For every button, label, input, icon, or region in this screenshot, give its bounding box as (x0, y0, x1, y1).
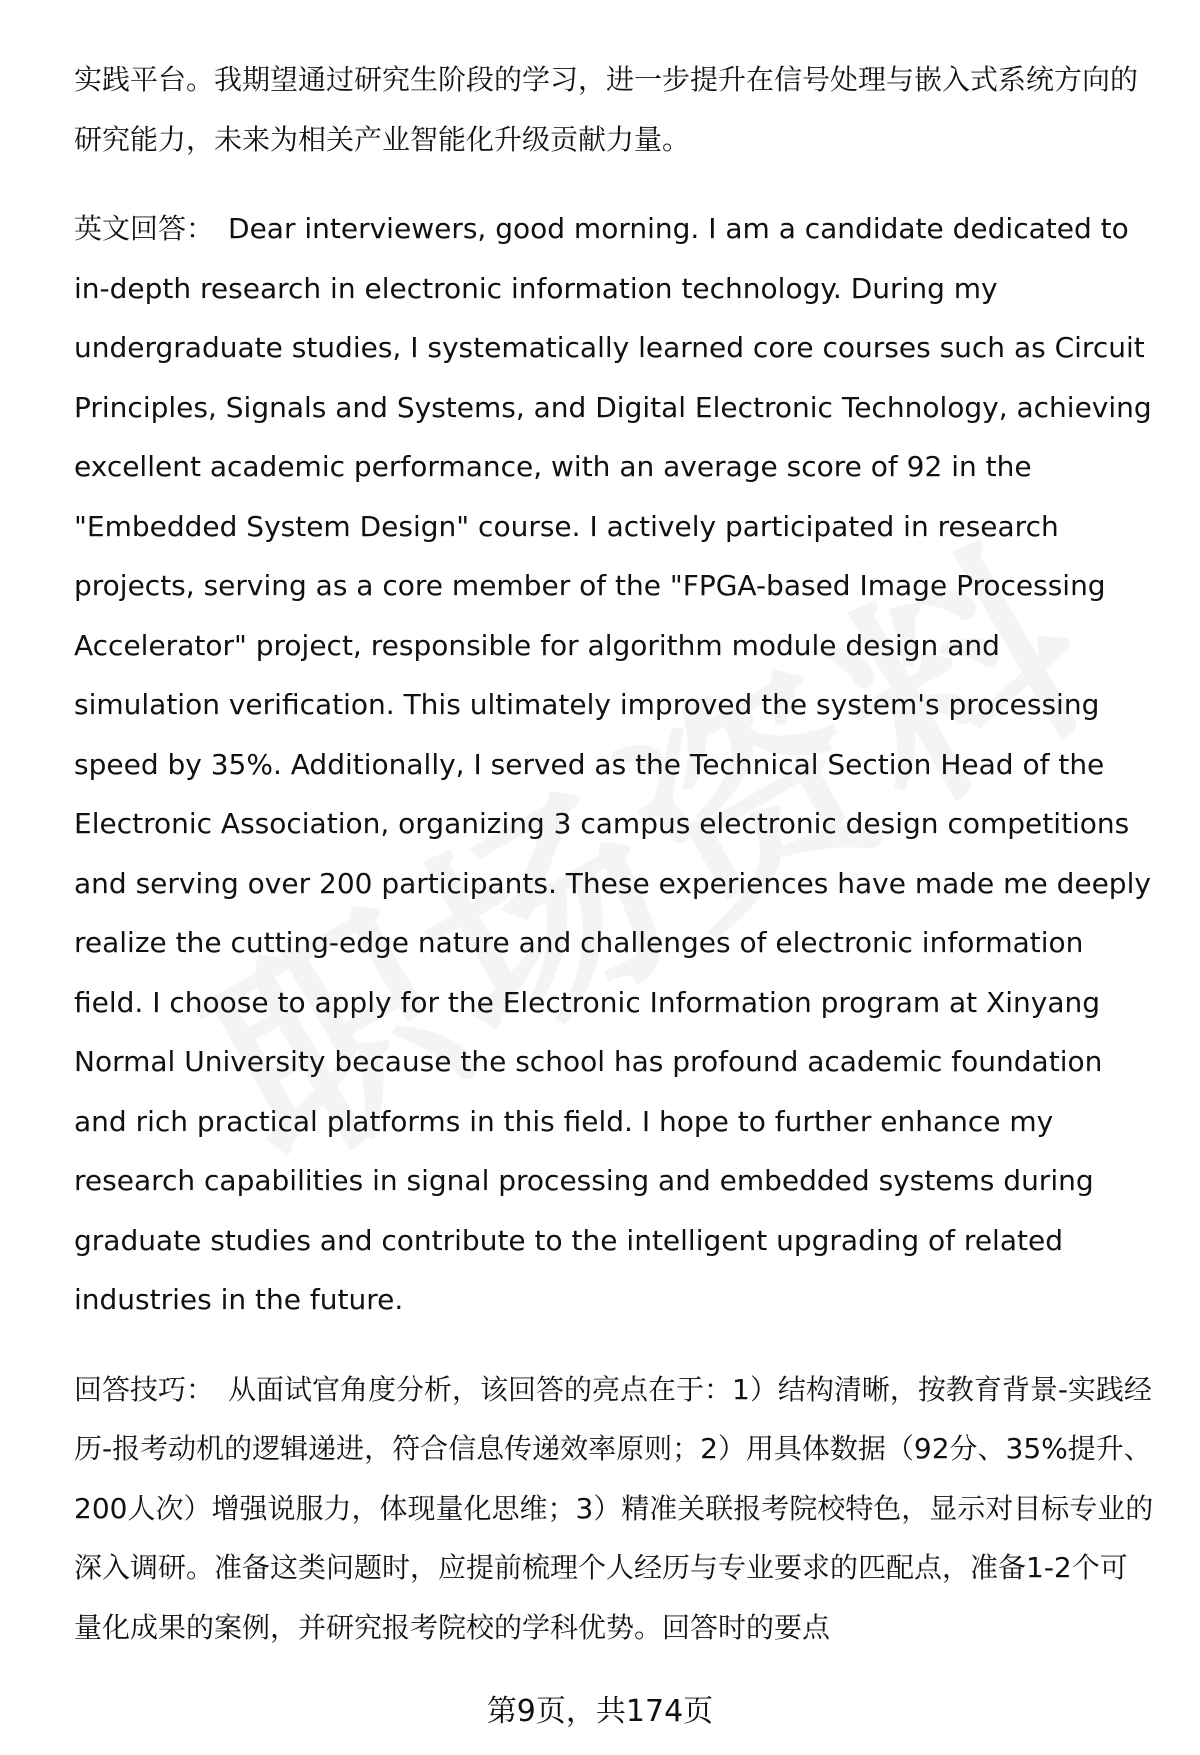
answer-tips-text: 从面试官角度分析，该回答的亮点在于：1）结构清晰，按教育背景-实践经历-报考动机的逻辑递进，符合信息传递效率原则；2）用具体数据（92分、35%提升、200人次）增强说服力，体现量化思维；3）精准关联报考院校特色，显示对目标专业的深入调研。准备这类问题时，应提前梳理个人经历与专业要求的匹配点，准备1-2个可量化成果的案例，并研究报考院校的学科优势。回答时的要点 (74, 1372, 1154, 1644)
document-page (74, 50, 1161, 1657)
english-answer-paragraph (74, 199, 1161, 1330)
english-answer-label: 英文回答： (74, 212, 215, 245)
paragraph-cn-top: 实践平台。我期望通过研究生阶段的学习，进一步提升在信号处理与嵌入式系统方向的研究能力，未来为相关产业智能化升级贡献力量。 (74, 63, 1139, 156)
answer-tips-paragraph (74, 1360, 1154, 1658)
page-number-footer: 第9页，共174页 (486, 1694, 714, 1729)
answer-tips-label: 回答技巧： (74, 1372, 215, 1406)
english-answer-text: Dear interviewers, good morning. I am a candidate dedicated to in-depth research in electronic information technology. During my undergraduate studies, I systematically learned core courses such as Circuit Principles, Signals and Systems, and Digital Electronic Technology, achieving excellent academic performance, with an average score of 92 in the "Embedded System Design" course. I actively participated in research projects, serving as a core member of the "FPGA-based Image Processing Accelerator" project, responsible for algorithm module design and simulation verification. This ultimately improved the system's processing speed by 35%. Additionally, I served as the Technical Section Head of the Electronic Association, organizing 3 campus electronic design competitions and serving over 200 participants. These experiences have made me deeply realize the cutting-edge nature and challenges of electronic information field. I choose to apply for the Electronic Information program at Xinyang Normal University because the school has profound academic foundation and rich practical platforms in this field. I hope to further enhance my research capabilities in signal processing and embedded systems during graduate studies and contribute to the intelligent upgrading of related industries in the future. (74, 212, 1161, 1316)
